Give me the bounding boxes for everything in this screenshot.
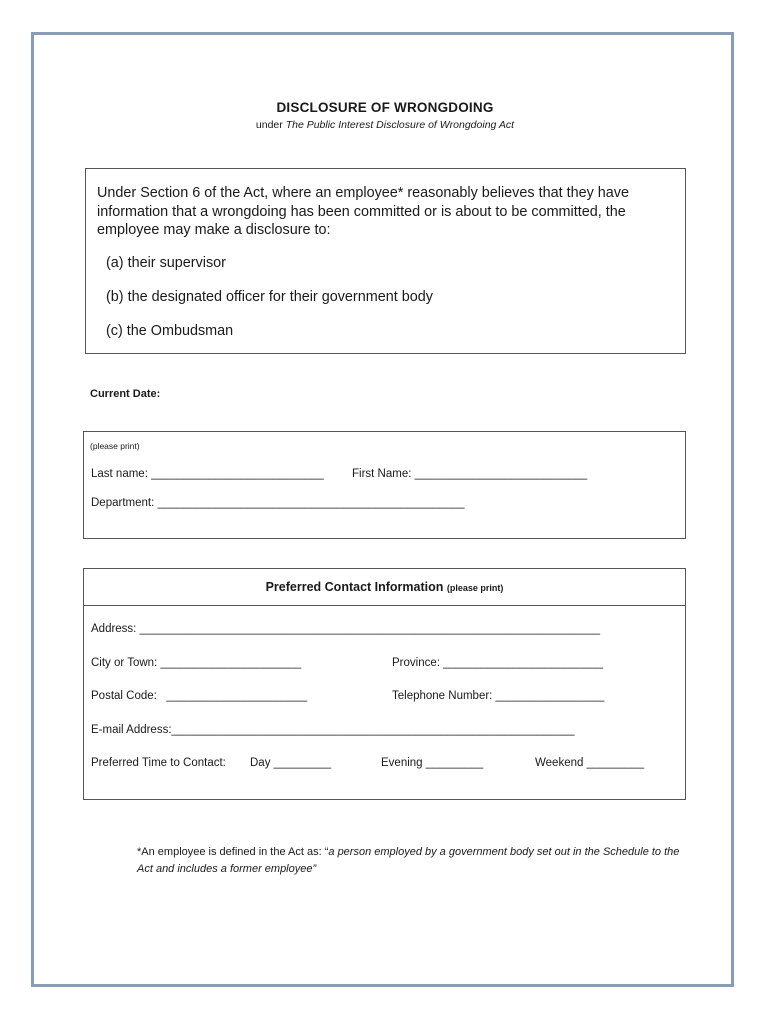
list-item-ombudsman: (c) the Ombudsman <box>106 323 234 339</box>
intro-paragraph: Under Section 6 of the Act, where an employee* reasonably believes that they have information that a wrongdoing has been committed or is about to be committed, the employee may make a disclosure to: <box>97 185 629 238</box>
contact-time-day[interactable]: Day _________ <box>250 757 332 769</box>
email-field[interactable]: E-mail Address:_______________________________________________________________ <box>91 724 575 736</box>
name-section <box>83 431 686 539</box>
telephone-field[interactable]: Telephone Number: _________________ <box>392 690 605 702</box>
department-field[interactable]: Department: ________________________________________________ <box>91 497 465 509</box>
address-field[interactable]: Address: ________________________________________________________________________ <box>91 623 601 635</box>
postal-code-field[interactable]: Postal Code: ______________________ <box>91 690 308 702</box>
intro-box <box>85 168 686 354</box>
list-item-supervisor: (a) their supervisor <box>106 255 226 271</box>
act-name: The Public Interest Disclosure of Wrongdoing Act <box>285 119 515 131</box>
contact-title: Preferred Contact Information <box>265 580 444 594</box>
contact-title-note: (please print) <box>446 583 504 593</box>
print-note: (please print) <box>90 441 140 451</box>
first-name-field[interactable]: First Name: ___________________________ <box>352 468 588 480</box>
subtitle-prefix: under <box>255 119 286 131</box>
employee-footnote <box>137 844 682 877</box>
contact-time-label: Preferred Time to Contact: <box>91 757 226 769</box>
contact-time-weekend[interactable]: Weekend _________ <box>535 757 645 769</box>
contact-header <box>84 569 685 606</box>
document-subtitle <box>0 119 770 131</box>
footnote-definition: a person employed by a government body set out in the Schedule to the Act and includes a former employee” <box>137 846 680 875</box>
province-field[interactable]: Province: _________________________ <box>392 657 604 669</box>
city-field[interactable]: City or Town: ______________________ <box>91 657 302 669</box>
document-title: DISCLOSURE OF WRONGDOING <box>276 100 494 115</box>
current-date-label: Current Date: <box>90 388 161 400</box>
footnote-prefix: *An employee is defined in the Act as: “ <box>137 846 329 858</box>
last-name-field[interactable]: Last name: ___________________________ <box>91 468 324 480</box>
contact-section <box>83 568 686 800</box>
list-item-designated-officer: (b) the designated officer for their government body <box>106 289 433 305</box>
contact-time-evening[interactable]: Evening _________ <box>381 757 484 769</box>
